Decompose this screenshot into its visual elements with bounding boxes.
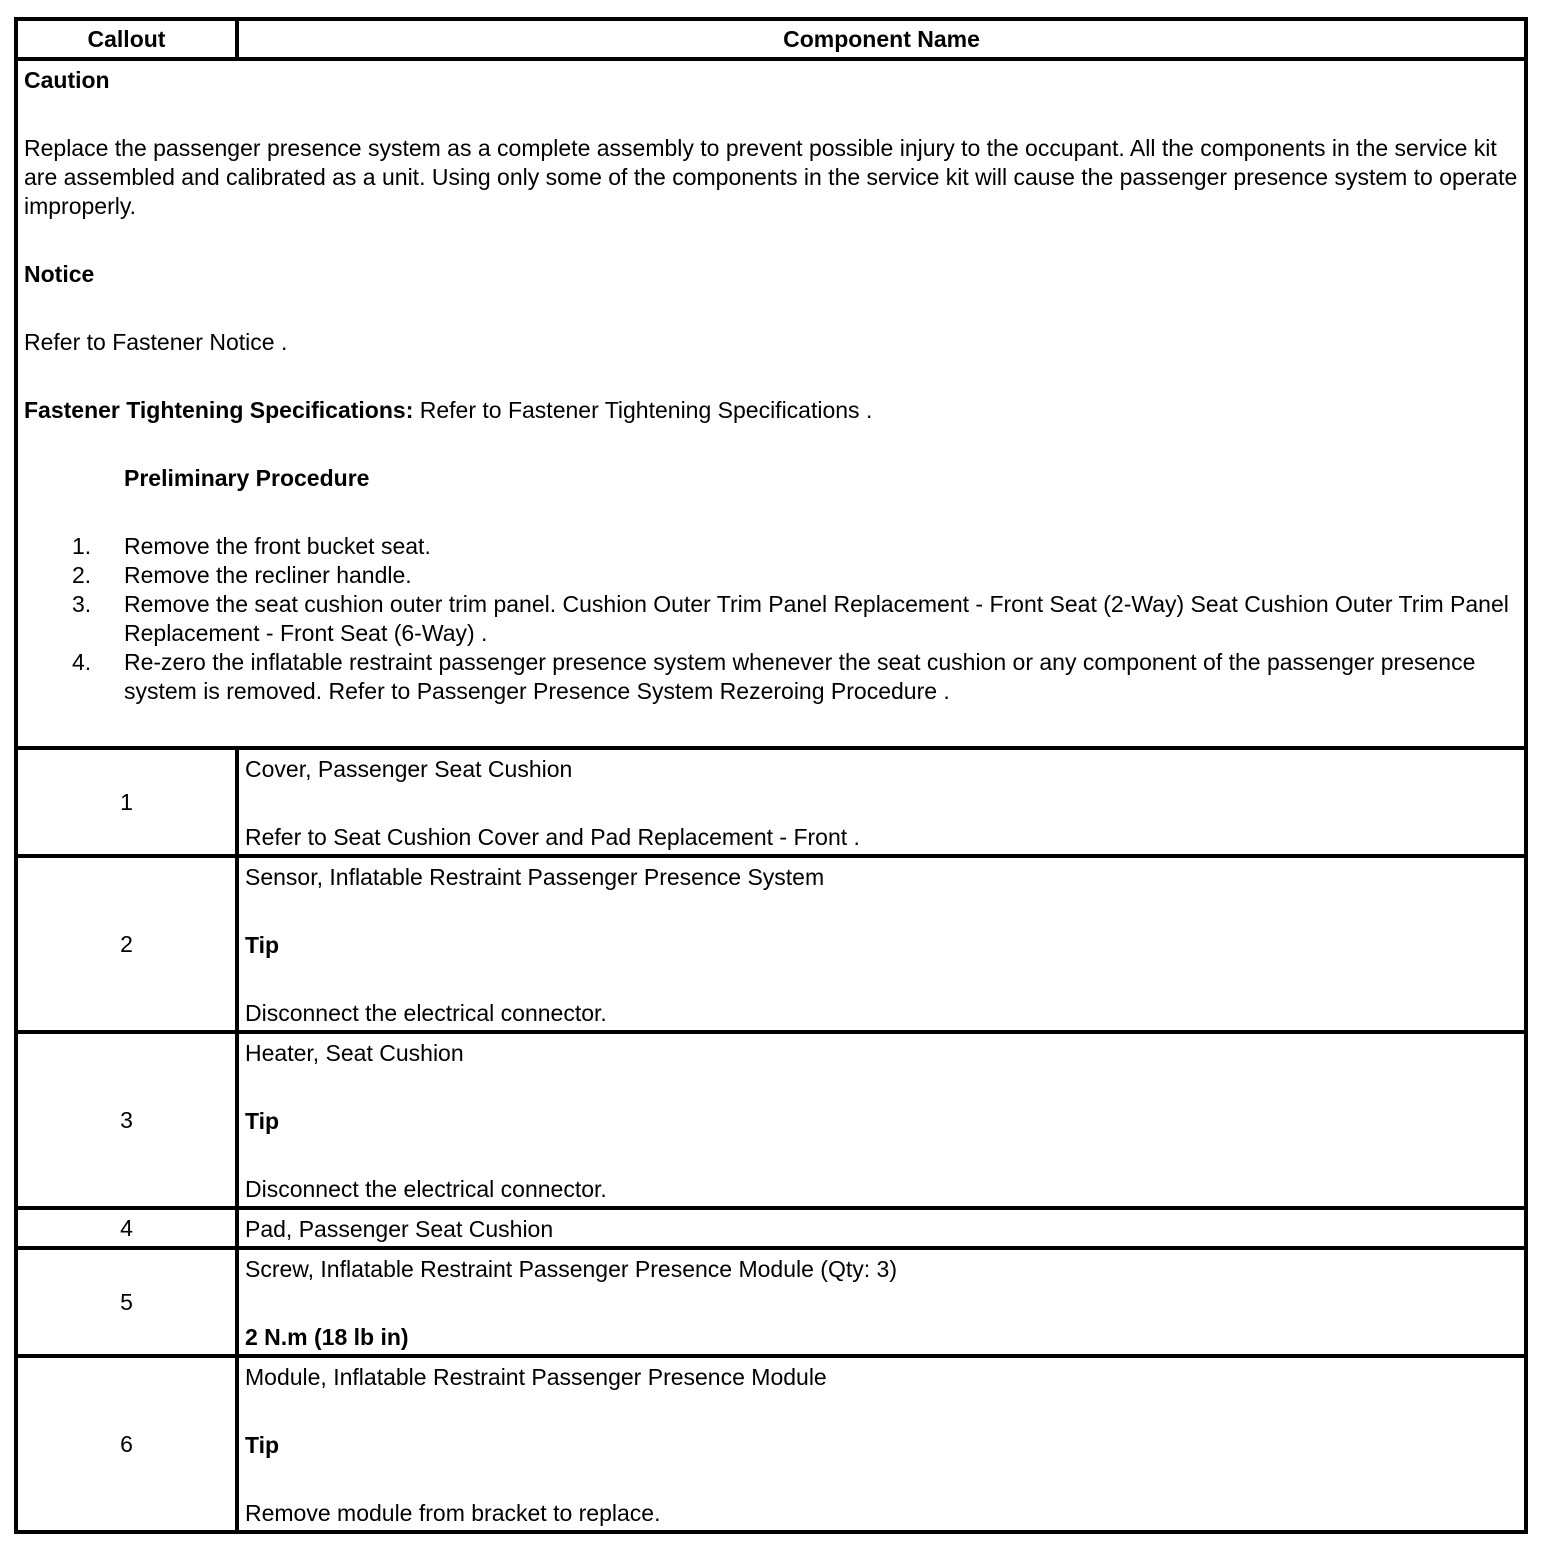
component-detail: Disconnect the electrical connector. [245, 1176, 607, 1202]
fastener-spec-text: Refer to Fastener Tightening Specifications . [413, 397, 873, 423]
fastener-spec [24, 396, 1518, 425]
caution-text: Replace the passenger presence system as a complete assembly to prevent possible injury to the occupant. All the components in the service kit are assembled and calibrated as a unit. Using only some of the components in the service kit will cause the passenger presence system to operate improperly. [24, 135, 1518, 219]
component-cell [237, 1032, 1526, 1208]
component-cell [237, 748, 1526, 856]
component-name: Screw, Inflatable Restraint Passenger Presence Module (Qty: 3) [245, 1256, 897, 1282]
notes-cell [16, 59, 1526, 748]
header-component-name: Component Name [237, 19, 1526, 59]
notes-row [16, 59, 1526, 748]
component-table [14, 17, 1528, 1534]
procedure-step [24, 561, 1518, 590]
step-text: Remove the seat cushion outer trim panel. Cushion Outer Trim Panel Replacement - Front Seat (2-Way) Seat Cushion Outer Trim Panel Replacement - Front Seat (6-Way) . [124, 591, 1509, 646]
step-text: Remove the recliner handle. [124, 562, 412, 588]
callout-cell: 6 [16, 1356, 237, 1532]
table-row [16, 856, 1526, 1032]
table-row [16, 1248, 1526, 1356]
component-detail: Disconnect the electrical connector. [245, 1000, 607, 1026]
step-number: 3. [72, 591, 92, 617]
torque-spec: 2 N.m (18 lb in) [245, 1324, 409, 1350]
header-callout: Callout [16, 19, 237, 59]
table-row [16, 1208, 1526, 1248]
component-name: Cover, Passenger Seat Cushion [245, 756, 573, 782]
procedure-step [24, 532, 1518, 561]
step-text: Re-zero the inflatable restraint passenger presence system whenever the seat cushion or any component of the passenger presence system is removed. Refer to Passenger Presence System Rezeroing Procedure . [124, 649, 1476, 704]
component-detail: Refer to Seat Cushion Cover and Pad Replacement - Front . [245, 824, 860, 850]
table-row [16, 1032, 1526, 1208]
procedure-step [24, 648, 1518, 706]
tip-label: Tip [245, 1432, 280, 1458]
component-cell [237, 1248, 1526, 1356]
tip-label: Tip [245, 932, 280, 958]
table-header-row [16, 19, 1526, 59]
component-cell [237, 1208, 1526, 1248]
step-number: 2. [72, 562, 92, 588]
callout-cell: 4 [16, 1208, 237, 1248]
component-name: Sensor, Inflatable Restraint Passenger Presence System [245, 864, 825, 890]
step-number: 4. [72, 649, 92, 675]
notice-title: Notice [24, 261, 95, 287]
callout-cell: 5 [16, 1248, 237, 1356]
callout-cell: 3 [16, 1032, 237, 1208]
document [14, 17, 1528, 1534]
notice-text: Refer to Fastener Notice . [24, 329, 288, 355]
step-text: Remove the front bucket seat. [124, 533, 431, 559]
component-cell [237, 1356, 1526, 1532]
procedure-step [24, 590, 1518, 648]
fastener-spec-label: Fastener Tightening Specifications: [24, 397, 414, 423]
table-row [16, 1356, 1526, 1532]
component-detail: Remove module from bracket to replace. [245, 1500, 661, 1526]
component-name: Pad, Passenger Seat Cushion [245, 1216, 554, 1242]
component-name: Heater, Seat Cushion [245, 1040, 464, 1066]
preliminary-procedure-title: Preliminary Procedure [124, 465, 370, 491]
procedure-steps [24, 532, 1518, 706]
callout-cell: 2 [16, 856, 237, 1032]
tip-label: Tip [245, 1108, 280, 1134]
component-name: Module, Inflatable Restraint Passenger Presence Module [245, 1364, 827, 1390]
caution-title: Caution [24, 67, 110, 93]
callout-cell: 1 [16, 748, 237, 856]
table-row [16, 748, 1526, 856]
step-number: 1. [72, 533, 92, 559]
component-cell [237, 856, 1526, 1032]
